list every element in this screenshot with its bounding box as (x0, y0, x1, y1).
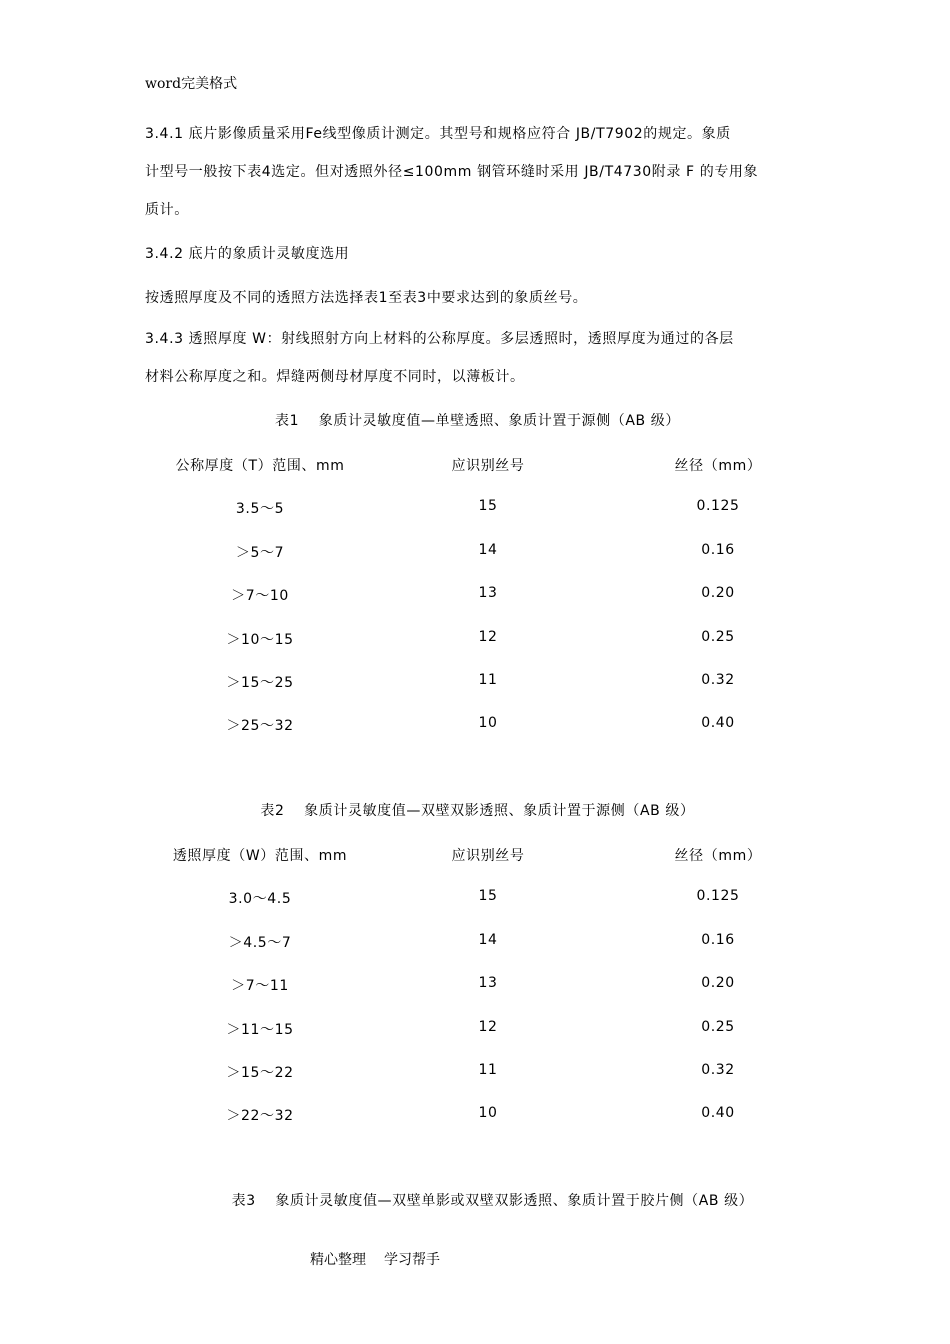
table-cell: 0.25 (701, 628, 735, 645)
table-cell: 0.125 (696, 888, 740, 905)
table-1-title: 表1 象质计灵敏度值—单壁透照、象质计置于源侧（AB 级） (275, 413, 680, 429)
table-header-cell: 应识别丝号 (451, 848, 525, 864)
table-row (145, 715, 810, 758)
table-cell: ＞15～22 (226, 1064, 294, 1081)
table-header-cell: 应识别丝号 (451, 458, 525, 474)
table-row (145, 498, 810, 541)
table-row (145, 672, 810, 715)
table-cell: 14 (478, 931, 498, 948)
table-2 (145, 845, 810, 1149)
section-3-4-3-line-2: 材料公称厚度之和。焊缝两侧母材厚度不同时，以薄板计。 (145, 369, 525, 385)
table-header-cell: 公称厚度（T）范围、mm (175, 458, 345, 474)
table-cell: 0.20 (701, 585, 735, 602)
table-row (145, 542, 810, 585)
page-header: word完美格式 (145, 76, 238, 92)
section-3-4-1-line-1: 3.4.1 底片影像质量采用Fe线型像质计测定。其型号和规格应符合 JB/T7902的规定。象质 (145, 126, 731, 142)
table-cell: 0.16 (701, 541, 735, 558)
table-row (145, 888, 810, 931)
footer-right-text: 学习帮手 (384, 1252, 440, 1268)
table-row (145, 629, 810, 672)
table-header-row (145, 455, 810, 498)
table-cell: ＞25～32 (226, 718, 294, 735)
table-header-row (145, 845, 810, 888)
table-header-cell: 丝径（mm） (674, 458, 762, 474)
table-cell: 13 (478, 975, 498, 992)
table-cell: 10 (478, 715, 498, 732)
table-cell: 12 (478, 628, 498, 645)
table-cell: ＞5～7 (235, 544, 285, 561)
table-cell: 0.32 (701, 1061, 735, 1078)
table-header-cell: 透照厚度（W）范围、mm (172, 848, 348, 864)
section-3-4-3-line-1: 3.4.3 透照厚度 W：射线照射方向上材料的公称厚度。多层透照时，透照厚度为通过的各层 (145, 331, 734, 347)
table-2-title: 表2 象质计灵敏度值—双壁双影透照、象质计置于源侧（AB 级） (260, 803, 695, 819)
table-1 (145, 455, 810, 759)
table-cell: 0.32 (701, 671, 735, 688)
table-cell: ＞7～11 (231, 978, 289, 995)
table-cell: 0.25 (701, 1018, 735, 1035)
table-cell: ＞7～10 (231, 588, 289, 605)
section-3-4-3 (145, 329, 810, 405)
table-cell: 0.20 (701, 975, 735, 992)
table-cell: 3.0～4.5 (228, 891, 292, 908)
table-header-cell: 丝径（mm） (674, 848, 762, 864)
table-row (145, 975, 810, 1018)
table-3-title: 表3 象质计灵敏度值—双壁单影或双壁双影透照、象质计置于胶片侧（AB 级） (231, 1193, 754, 1209)
table-cell: ＞15～25 (226, 674, 294, 691)
table-row (145, 1062, 810, 1105)
table-row (145, 1019, 810, 1062)
section-3-4-1 (145, 124, 810, 238)
table-cell: 11 (478, 1061, 498, 1078)
table-cell: 13 (478, 585, 498, 602)
table-cell: 0.40 (701, 715, 735, 732)
table-cell: ＞22～32 (226, 1108, 294, 1125)
table-row (145, 932, 810, 975)
page-footer (310, 1249, 440, 1269)
table-cell: 14 (478, 541, 498, 558)
table-cell: ＞4.5～7 (228, 934, 292, 951)
table-cell: 3.5～5 (235, 501, 285, 518)
table-cell: 10 (478, 1105, 498, 1122)
table-cell: ＞10～15 (226, 631, 294, 648)
section-3-4-2-body: 按透照厚度及不同的透照方法选择表1至表3中要求达到的象质丝号。 (145, 290, 588, 306)
section-3-4-1-line-2: 计型号一般按下表4选定。但对透照外径≤100mm 钢管环缝时采用 JB/T4730附录 F 的专用象 (145, 164, 759, 180)
table-cell: 15 (478, 888, 498, 905)
footer-left-text: 精心整理 (310, 1252, 366, 1268)
section-3-4-2-heading: 3.4.2 底片的象质计灵敏度选用 (145, 246, 350, 262)
table-row (145, 1105, 810, 1148)
table-cell: 0.125 (696, 498, 740, 515)
table-cell: 0.16 (701, 931, 735, 948)
table-cell: 11 (478, 671, 498, 688)
table-row (145, 585, 810, 628)
section-3-4-1-line-3: 质计。 (145, 202, 189, 218)
table-cell: 15 (478, 498, 498, 515)
table-cell: ＞11～15 (226, 1021, 294, 1038)
table-cell: 0.40 (701, 1105, 735, 1122)
table-cell: 12 (478, 1018, 498, 1035)
